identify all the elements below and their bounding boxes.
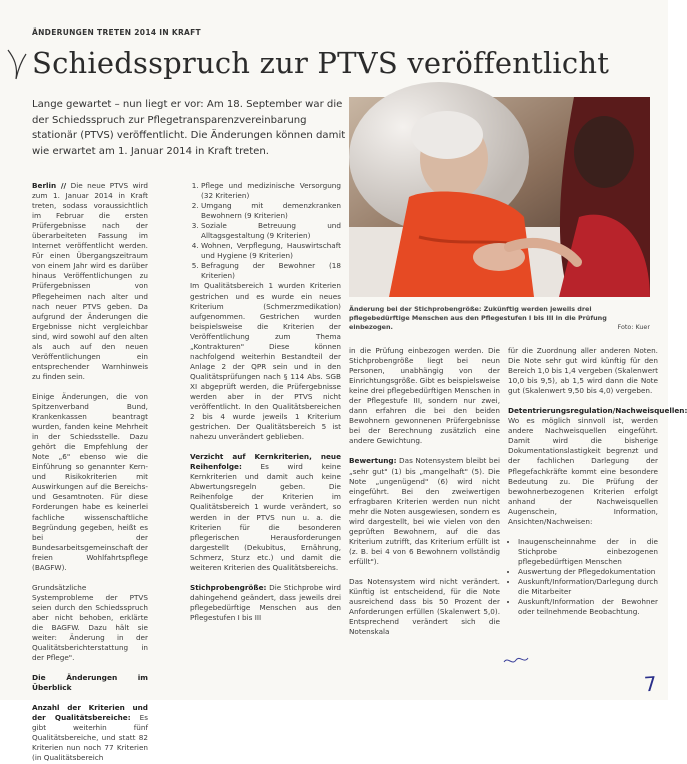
paragraph-text: Die neue PTVS wird zum 1. Januar 2014 in Kraft treten, sodass voraussichtlich im Februar die ersten Prüfergebnisse nach der überarbeiteten Fassung im Internet veröffentlicht werden. Für einen Übergangszeitraum von einem Jahr wird es darüber hinaus Veröffentlichungen zu Prüfergebnissen von Pflegeheimen nach alter und nach neuer PTVS geben. Da aufgrund der Änderungen die Ergebnisse nicht vergleichbar sind, wird sowohl auf den alten als auch auf den neuen Veröffentlichungen ein entsprechender Warnhinweis zu finden sein. (32, 181, 148, 381)
paragraph (349, 456, 500, 567)
article-lead (32, 97, 350, 159)
photo-caption (349, 305, 650, 332)
run-in-heading: Bewertung: (349, 456, 397, 466)
run-in-heading: Detentrierungsregulation/Nachweisquellen: (508, 406, 687, 416)
list-item: 3. Soziale Betreuung und Alltagsgestaltung (9 Kriterien) (201, 221, 341, 241)
caption-text: Änderung bei der Stichprobengröße: Zukünftig werden jeweils drei pflegebedürftige Menschen aus den Pflegestufen I bis III in die Prüfung einbezogen. (349, 305, 607, 331)
list-item: • Inaugenscheinnahme der in die Stichprobe einbezogenen pflegebedürftigen Menschen (518, 537, 658, 567)
run-in-heading: Stichprobengröße: (190, 582, 267, 592)
paragraph (190, 452, 341, 573)
section-kicker: ÄNDERUNGEN TRETEN 2014 IN KRAFT (32, 28, 201, 37)
paragraph-text: Es gibt weiterhin fünf Qualitätsbereiche, und statt 82 Kriterien nun noch 77 Kriterien (in Qualitätsbereich (32, 713, 148, 763)
paragraph (190, 583, 341, 623)
paragraph: Grundsätzliche Systemprobleme der PTVS seien durch den Schiedsspruch aber nicht behoben, erklärte die BAGFW. Dazu hält sie weiter: Änderung in der Qualitätsberichterstattung in der Pflege". (32, 582, 148, 663)
subheading: Die Änderungen im Überblick (32, 673, 148, 693)
paragraph (32, 181, 148, 382)
paragraph-text: Wo es möglich sinnvoll ist, werden andere Nachweisquellen eingeführt. Damit wird die bisherige Dokumentationslastigkeit begrenzt und der fachlichen Darlegung der Pflegefachkräfte kommt eine besondere Bedeutung zu. Die Prüfung der bewohnerbezogenen Kriterien erfolgt anhand der Nachweisquellen Augenschein, Information, Ansichten/Nachweisen: (508, 416, 658, 526)
paragraph: Einige Änderungen, die von Spitzenverband Bund, Krankenkassen beantragt wurden, fanden keine Mehrheit in der Schiedsstelle. Dazu gehört die Empfehlung der Note „6" ebenso wie die Einführung so genannter Kern- und Risikokriterien mit Auswirkungen auf die Bereichs- und Gesamtnoten. Für diese Forderungen habe es keinerlei fachliche wissenschaftliche Begründung gegeben, heißt es bei der Bundesarbeitsgemeinschaft der freien Wohlfahrtspflege (BAGFW). (32, 391, 148, 572)
evidence-source-list (508, 537, 658, 617)
photo-elderly-woman-and-caregiver (349, 97, 650, 297)
list-item: 1. Pflege und medizinische Versorgung (32 Kriterien) (201, 181, 341, 201)
dateline: Berlin // (32, 181, 67, 190)
paragraph: Im Qualitätsbereich 1 wurden Kriterien gestrichen und es wurde ein neues Kriterium (Schmerzmedikation) aufgenommen. Gestrichen wurden beispielsweise die Kriterien der Veröffentlichung zum Thema „Kontrakturen" Diese können nachfolgend weiterhin Bestandteil der Anlage 2 der QPR sein und in den Qualitätsprüfungen nach § 114 Abs. SGB XI abgeprüft werden, die Prüfergebnisse werden aber in der PTVS nicht veröffentlicht. In den Qualitätsbereichen 2 bis 4 wurde jeweils 1 Kriterium gestrichen. Der Qualitätsbereich 5 ist nahezu unverändert geblieben. (190, 281, 341, 442)
criteria-list (190, 181, 341, 281)
paragraph (508, 406, 687, 527)
paragraph-text: Das Notensystem bleibt bei „sehr gut" (1) bis „mangelhaft" (5). Die Note „ungenügend" (6) wird nicht eingeführt. Bei den zweiwertigen erfragbaren Kriterien werden nun nicht mehr die Noten ausgewiesen, sondern es wird dargestellt, bei wie vielen von den geprüften Bewohnern, auf die das Kriterium zutrifft, das Kriterium erfüllt ist (z. B. bei 4 von 6 Bewohnern vollständig erfüllt"). (349, 456, 500, 566)
text-column-4 (508, 346, 687, 696)
article-headline: Schiedsspruch zur PTVS veröffentlicht (32, 46, 610, 80)
page-number: 7 (643, 671, 658, 697)
list-item: • Auswertung der Pflegedokumentation (518, 567, 658, 577)
photo-credit: Foto: Kuer (617, 323, 650, 331)
text-column-3 (349, 346, 500, 696)
list-item: • Auskunft/Information/Darlegung durch die Mitarbeiter (518, 577, 658, 597)
list-item: 2. Umgang mit demenzkranken Bewohnern (9 Kriterien) (201, 201, 341, 221)
list-item: 5. Befragung der Bewohner (18 Kriterien) (201, 261, 341, 281)
paragraph-text: Es wird keine Kernkriterien und damit auch keine Abwertungsregeln geben. Die Reihenfolge der Kriterien im Qualitätsbereich 1 wurde verändert, so werden in der PTVS nun u. a. die Kriterien für die besonderen pflegerischen Herausforderungen dargestellt (Dekubitus, Ernährung, Schmerz, Sturz etc.) und damit die weiteren Kriterien des Qualitätsbereichs. (190, 462, 341, 572)
lead-text: Lange gewartet – nun liegt er vor: Am 18. September war die der Schiedsspruch zur Pflegetransparenzvereinbarung stationär (PTVS) veröffentlicht. Die Änderungen können damit wie erwartet am 1. Januar 2014 in Kraft treten. (32, 99, 346, 157)
swoosh-ornament-icon (4, 48, 28, 82)
list-item: • Auskunft/Information der Bewohner oder teilnehmende Beobachtung. (518, 597, 658, 617)
paragraph: in die Prüfung einbezogen werden. Die Stichprobengröße liegt bei neun Personen, unabhängig von der Einrichtungsgröße. Gibt es beispielsweise keine drei pflegebedürftigen Menschen in der Pflegestufe III, sondern nur zwei, dann erfahren die bei den beiden Bewohnern gewonnenen Prüfergebnisse bei der Berechnung zusätzlich eine andere Gewichtung. (349, 346, 500, 446)
text-column-2 (190, 181, 341, 696)
paragraph (32, 703, 148, 763)
paragraph: für die Zuordnung aller anderen Noten. Die Note sehr gut wird künftig für den Bereich 1,0 bis 1,4 vergeben (Skalenwert 10,0 bis 9,5), ab 1,5 wird dann die Note gut (Skalenwert 9,50 bis 4,0) vergeben. (508, 346, 658, 396)
run-in-heading: Verzicht auf Kernkriterien, neue Reihenfolge: (190, 452, 341, 472)
article-photo (349, 97, 650, 297)
paragraph-text: Die Stichprobe wird dahingehend geändert, dass jeweils drei pflegebedürftige Menschen aus den Pflegestufen I bis III (190, 582, 341, 622)
paragraph: Das Notensystem wird nicht verändert. Künftig ist entscheidend, für die Note ausreichend dass bis 50 Prozent der Anforderungen erfüllen (Skalenwert 5,0). Entsprechend verändert sich die Notenskala (349, 576, 500, 637)
run-in-heading: Anzahl der Kriterien und der Qualitätsbereiche: (32, 703, 148, 723)
pencil-mark-icon (502, 652, 530, 668)
list-item: 4. Wohnen, Verpflegung, Hauswirtschaft und Hygiene (9 Kriterien) (201, 241, 341, 261)
text-column-1 (32, 181, 148, 763)
